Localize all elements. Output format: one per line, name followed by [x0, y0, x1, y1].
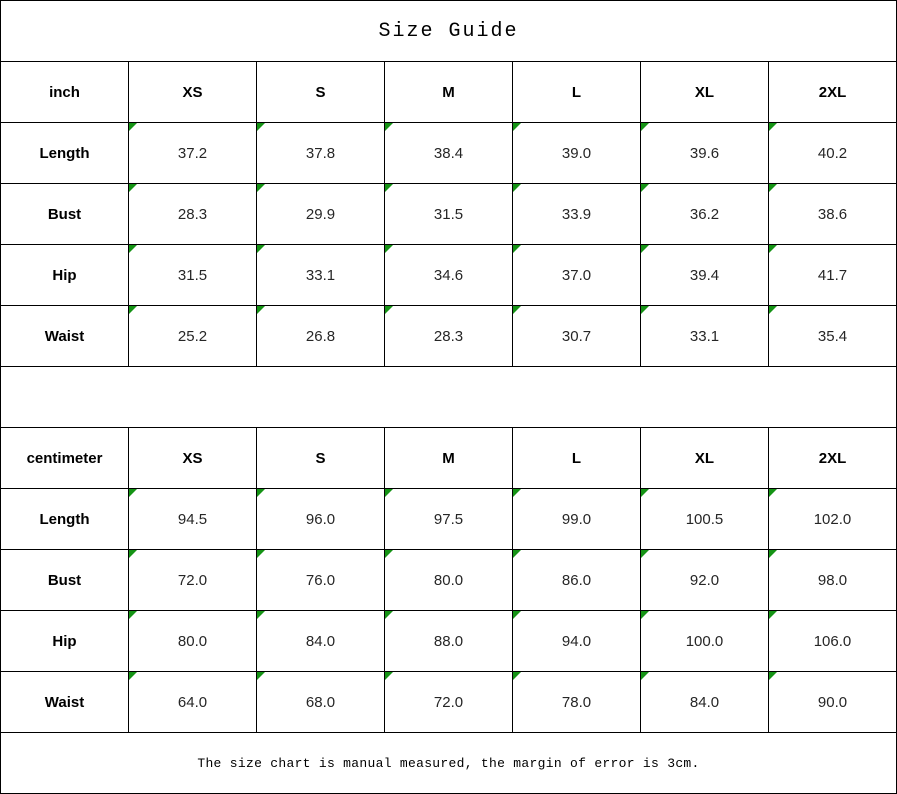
table-row [1, 245, 897, 306]
size-value-cell [257, 245, 385, 306]
cell-corner-marker [385, 489, 393, 497]
size-value: 34.6 [433, 266, 464, 284]
size-header-m: M [385, 428, 513, 489]
size-value-cell [385, 550, 513, 611]
cell-corner-marker [257, 489, 265, 497]
spacer-row [1, 367, 897, 428]
size-value-cell [385, 184, 513, 245]
size-value: 99.0 [561, 510, 592, 528]
size-value: 37.8 [305, 144, 336, 162]
size-value-cell [513, 123, 641, 184]
row-label-hip: Hip [1, 611, 129, 672]
table-row [1, 672, 897, 733]
row-label-waist: Waist [1, 306, 129, 367]
size-value: 100.5 [685, 510, 724, 528]
size-value-cell [257, 550, 385, 611]
size-value-cell [513, 672, 641, 733]
cell-corner-marker [641, 611, 649, 619]
size-value-cell [385, 123, 513, 184]
size-value: 33.1 [305, 266, 336, 284]
row-label-waist: Waist [1, 672, 129, 733]
size-value-cell [129, 123, 257, 184]
size-value-cell [129, 184, 257, 245]
cell-corner-marker [385, 672, 393, 680]
size-value-cell [513, 184, 641, 245]
cell-corner-marker [513, 123, 521, 131]
size-value-cell [257, 123, 385, 184]
size-value-cell [513, 306, 641, 367]
size-value-cell [769, 184, 897, 245]
size-value: 100.0 [685, 632, 724, 650]
cell-corner-marker [513, 489, 521, 497]
size-header-s: S [257, 62, 385, 123]
size-value-cell [385, 306, 513, 367]
size-value-cell [641, 184, 769, 245]
size-value-cell [641, 306, 769, 367]
row-label-length: Length [1, 489, 129, 550]
cell-corner-marker [385, 550, 393, 558]
cell-corner-marker [641, 184, 649, 192]
cell-corner-marker [769, 550, 777, 558]
size-value-cell [641, 550, 769, 611]
table-row [1, 550, 897, 611]
size-value-cell [129, 672, 257, 733]
size-value-cell [641, 489, 769, 550]
cell-corner-marker [641, 306, 649, 314]
size-value: 31.5 [177, 266, 208, 284]
size-value: 96.0 [305, 510, 336, 528]
unit-label-inch: inch [1, 62, 129, 123]
size-header-xs: XS [129, 62, 257, 123]
size-value: 28.3 [177, 205, 208, 223]
size-value-cell [385, 489, 513, 550]
cell-corner-marker [129, 123, 137, 131]
size-value-cell [385, 611, 513, 672]
cell-corner-marker [641, 489, 649, 497]
cell-corner-marker [129, 611, 137, 619]
size-header-2xl: 2XL [769, 428, 897, 489]
cell-corner-marker [385, 123, 393, 131]
cell-corner-marker [513, 672, 521, 680]
size-value: 38.6 [817, 205, 848, 223]
inch-header-row [1, 62, 897, 123]
size-value: 92.0 [689, 571, 720, 589]
cell-corner-marker [257, 123, 265, 131]
size-value-cell [129, 550, 257, 611]
cell-corner-marker [385, 184, 393, 192]
cell-corner-marker [385, 245, 393, 253]
row-label-hip: Hip [1, 245, 129, 306]
size-value: 86.0 [561, 571, 592, 589]
spacer-cell [1, 367, 897, 428]
cell-corner-marker [257, 611, 265, 619]
size-value-cell [641, 611, 769, 672]
size-value: 38.4 [433, 144, 464, 162]
size-value-cell [129, 489, 257, 550]
cell-corner-marker [641, 245, 649, 253]
unit-label-centimeter: centimeter [1, 428, 129, 489]
cell-corner-marker [513, 184, 521, 192]
size-value: 98.0 [817, 571, 848, 589]
size-value-cell [769, 550, 897, 611]
cell-corner-marker [769, 245, 777, 253]
size-value: 102.0 [813, 510, 852, 528]
cell-corner-marker [513, 306, 521, 314]
size-value-cell [769, 123, 897, 184]
size-value: 90.0 [817, 693, 848, 711]
cell-corner-marker [385, 611, 393, 619]
size-value-cell [641, 245, 769, 306]
row-label-bust: Bust [1, 184, 129, 245]
size-value-cell [513, 550, 641, 611]
cell-corner-marker [257, 245, 265, 253]
size-header-xl: XL [641, 62, 769, 123]
size-value-cell [257, 184, 385, 245]
size-value: 94.5 [177, 510, 208, 528]
size-value-cell [769, 306, 897, 367]
size-value: 88.0 [433, 632, 464, 650]
row-label-bust: Bust [1, 550, 129, 611]
cell-corner-marker [129, 184, 137, 192]
table-row [1, 184, 897, 245]
table-row [1, 306, 897, 367]
title-row [1, 1, 897, 62]
row-label-length: Length [1, 123, 129, 184]
cell-corner-marker [641, 672, 649, 680]
size-value: 37.2 [177, 144, 208, 162]
size-header-s: S [257, 428, 385, 489]
footer-row [1, 733, 897, 794]
size-value-cell [769, 245, 897, 306]
size-value-cell [769, 672, 897, 733]
size-header-xl: XL [641, 428, 769, 489]
cell-corner-marker [129, 489, 137, 497]
size-value-cell [513, 245, 641, 306]
size-value: 40.2 [817, 144, 848, 162]
size-header-2xl: 2XL [769, 62, 897, 123]
cell-corner-marker [641, 123, 649, 131]
size-value-cell [641, 123, 769, 184]
cell-corner-marker [129, 306, 137, 314]
cell-corner-marker [257, 550, 265, 558]
size-value-cell [257, 306, 385, 367]
size-value: 84.0 [689, 693, 720, 711]
size-value: 97.5 [433, 510, 464, 528]
size-value: 25.2 [177, 327, 208, 345]
size-header-m: M [385, 62, 513, 123]
size-value-cell [385, 245, 513, 306]
cell-corner-marker [513, 611, 521, 619]
size-value: 30.7 [561, 327, 592, 345]
size-value: 76.0 [305, 571, 336, 589]
size-value: 26.8 [305, 327, 336, 345]
size-value-cell [257, 489, 385, 550]
cell-corner-marker [257, 184, 265, 192]
size-value-cell [257, 672, 385, 733]
table-row [1, 611, 897, 672]
cell-corner-marker [513, 550, 521, 558]
cell-corner-marker [257, 672, 265, 680]
footer-note: The size chart is manual measured, the margin of error is 3cm. [1, 733, 897, 794]
size-value: 37.0 [561, 266, 592, 284]
size-value-cell [129, 245, 257, 306]
cell-corner-marker [769, 123, 777, 131]
size-value-cell [257, 611, 385, 672]
size-value: 35.4 [817, 327, 848, 345]
size-value: 29.9 [305, 205, 336, 223]
size-value: 41.7 [817, 266, 848, 284]
size-value: 39.4 [689, 266, 720, 284]
size-value: 72.0 [177, 571, 208, 589]
size-value-cell [769, 611, 897, 672]
cell-corner-marker [385, 306, 393, 314]
size-value: 33.1 [689, 327, 720, 345]
cell-corner-marker [641, 550, 649, 558]
size-header-xs: XS [129, 428, 257, 489]
size-value: 39.6 [689, 144, 720, 162]
cell-corner-marker [769, 306, 777, 314]
size-value: 94.0 [561, 632, 592, 650]
size-value: 84.0 [305, 632, 336, 650]
page-title: Size Guide [1, 1, 897, 62]
size-value: 33.9 [561, 205, 592, 223]
cell-corner-marker [769, 611, 777, 619]
cell-corner-marker [129, 245, 137, 253]
table-row [1, 123, 897, 184]
cell-corner-marker [257, 306, 265, 314]
cm-header-row [1, 428, 897, 489]
size-value: 72.0 [433, 693, 464, 711]
cell-corner-marker [129, 672, 137, 680]
size-value-cell [129, 306, 257, 367]
cell-corner-marker [769, 489, 777, 497]
size-value: 78.0 [561, 693, 592, 711]
size-value: 28.3 [433, 327, 464, 345]
size-value-cell [513, 489, 641, 550]
size-value: 106.0 [813, 632, 852, 650]
size-value: 39.0 [561, 144, 592, 162]
size-header-l: L [513, 62, 641, 123]
size-value-cell [385, 672, 513, 733]
cell-corner-marker [769, 672, 777, 680]
size-header-l: L [513, 428, 641, 489]
size-value: 36.2 [689, 205, 720, 223]
size-value: 64.0 [177, 693, 208, 711]
size-value-cell [129, 611, 257, 672]
size-value: 80.0 [177, 632, 208, 650]
size-value: 80.0 [433, 571, 464, 589]
cell-corner-marker [129, 550, 137, 558]
size-value-cell [513, 611, 641, 672]
size-value: 31.5 [433, 205, 464, 223]
size-value-cell [641, 672, 769, 733]
size-value-cell [769, 489, 897, 550]
cell-corner-marker [769, 184, 777, 192]
cell-corner-marker [513, 245, 521, 253]
table-row [1, 489, 897, 550]
size-value: 68.0 [305, 693, 336, 711]
